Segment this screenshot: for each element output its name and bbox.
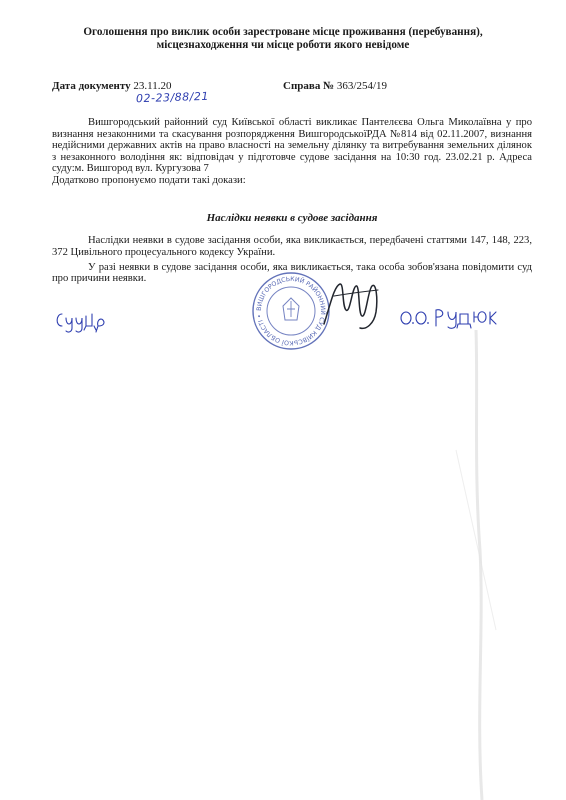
date-value: 23.11.20 [133, 80, 172, 92]
document-date [52, 80, 172, 92]
handwritten-judge-name [398, 302, 498, 330]
section-heading: Наслідки неявки в судове засідання [206, 212, 378, 224]
case-label: Справа № [283, 80, 335, 92]
title-line-1: Оголошення про виклик особи зарестроване місце проживання (перебування), [83, 26, 483, 38]
judge-signature [320, 276, 384, 336]
notice-paragraph: Вишгородський районний суд Київської області викликає Пантелєєва Ольга Миколаївна у про визнання незаконними та скасування розпорядження ВишгородськоїРДА №814 від 02.11.2007, визнання недійсними державних актів на право власності на земельну ділянку та витребування земельних ділянок з незаконного володіння як: відповідач у підготовче судове засідання на 10:30 год. 23.02.21 р. Адреса суду:м. Вишгород вул. Кургузова 7 [52, 117, 532, 175]
date-label: Дата документу [52, 80, 131, 92]
case-value: 363/254/19 [336, 80, 388, 92]
handwritten-judge-label [52, 306, 108, 336]
case-number [283, 80, 387, 92]
obligation-paragraph: У разі неявки в судове засідання особи, яка викликається, така особа зобов'язана повідомити суд про причини неявки. [52, 261, 532, 285]
evidence-paragraph: Додатково пропонуємо подати такі докази: [52, 174, 246, 186]
svg-text:ВИШГОРОДСЬКИЙ РАЙОННИЙ СУД КИЇ: ВИШГОРОДСЬКИЙ РАЙОННИЙ СУД КИЇВСЬКОЇ ОБЛАСТІ • [255, 275, 327, 347]
document-title [40, 26, 526, 52]
title-line-2: місцезнаходження чи місце роботи якого невідоме [156, 39, 410, 51]
consequences-paragraph: Наслідки неявки в судове засідання особи, яка викликається, передбачені статтями 147, 148, 223, 372 Цивільного процесуального кодексу України. [52, 235, 532, 258]
handwritten-registration-number: 02-23/88/21 [135, 89, 210, 106]
scan-artifact [436, 330, 506, 800]
notice-body [52, 117, 532, 187]
